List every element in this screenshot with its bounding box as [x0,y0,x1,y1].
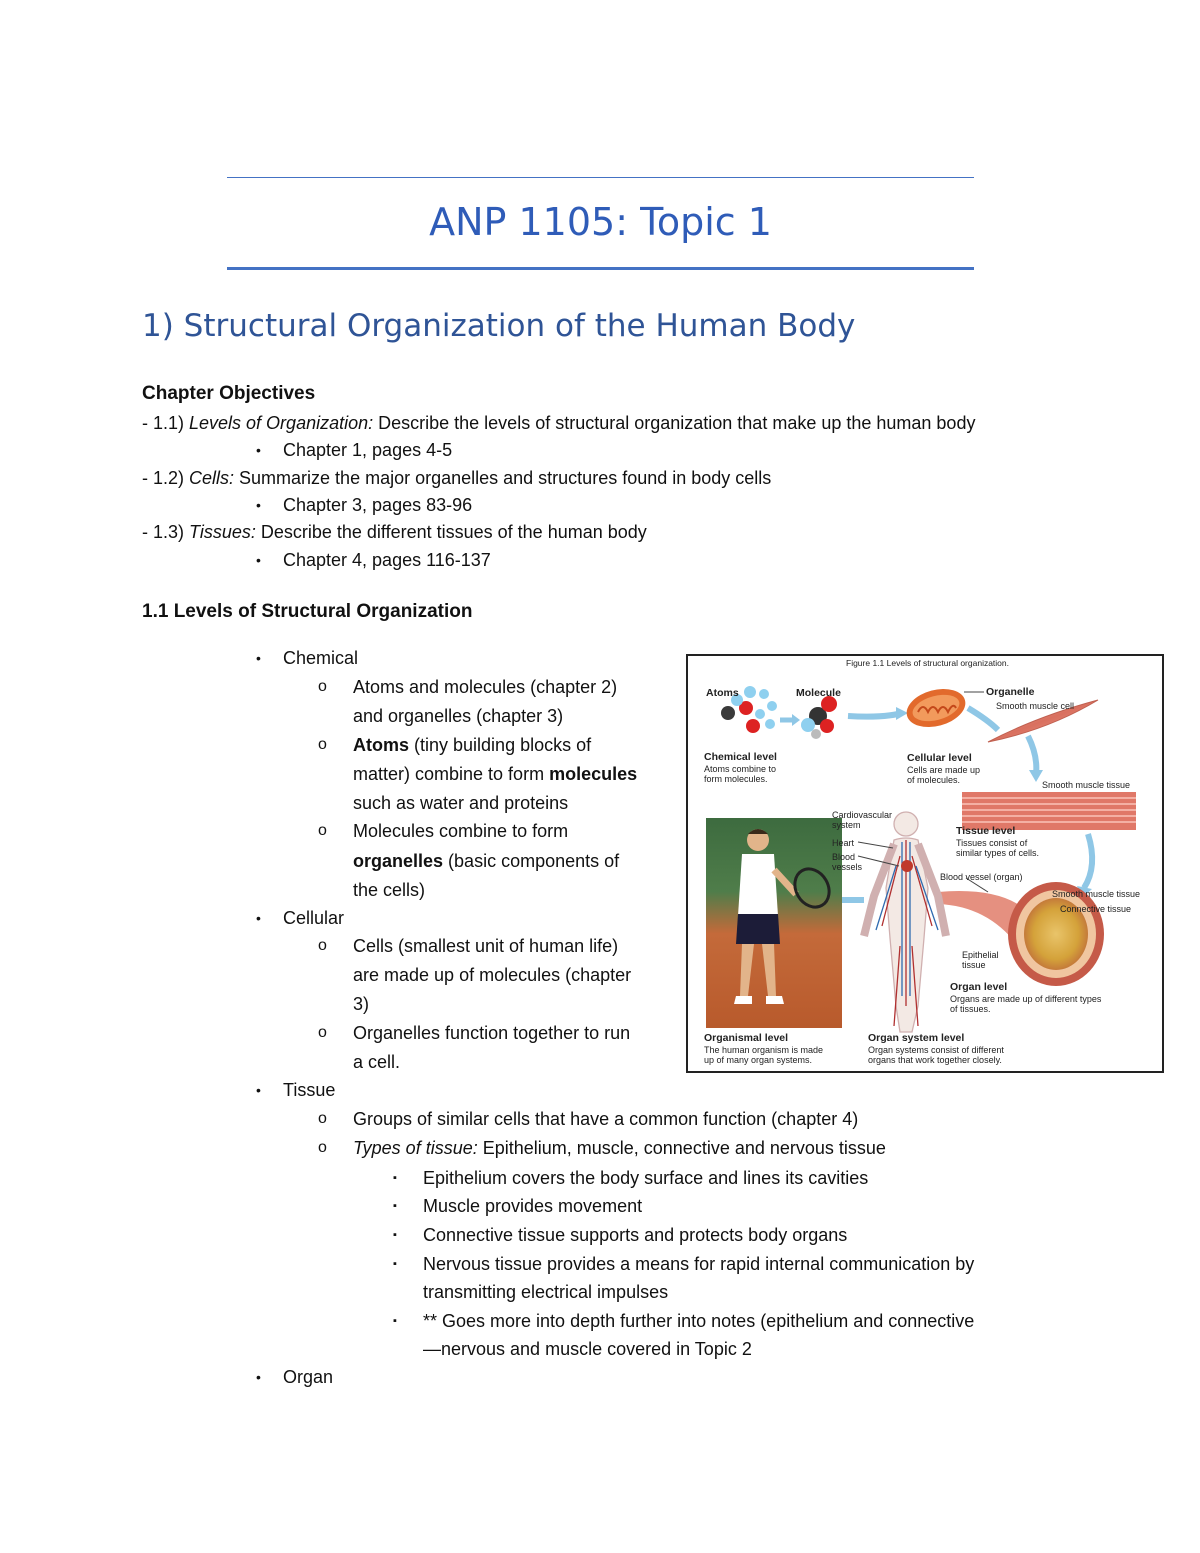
bullet-icon: • [256,552,261,568]
figure-chemical-level-title: Chemical level [704,751,777,763]
figure-organismal-level-line-2: up of many organ systems. [704,1055,813,1065]
objective-1-1-pages: Chapter 1, pages 4-5 [283,440,453,460]
figure-blood-vessels-label-line-1: Blood [832,852,856,862]
mitochondrion-illustration [902,683,969,733]
figure-caption: Figure 1.1 Levels of structural organization. [846,658,1010,668]
figure-organismal-level-line-1: The human organism is made [704,1045,824,1055]
tissue-type-nervous-line-2: transmitting electrical impulses [423,1282,669,1302]
cellular-point-1-line-3: 3) [353,994,370,1014]
molecule-illustration [801,696,837,739]
square-bullet-icon: ▪ [393,1315,397,1327]
tissue-type-nervous-line-1: Nervous tissue provides a means for rapid internal communication by [423,1254,975,1274]
figure-cardiovascular-label-line-1: Cardiovascular [832,810,893,820]
figure-epithelial-label-line-2: tissue [962,960,986,970]
sub-bullet-icon: o [318,937,327,954]
bullet-icon: • [256,497,261,513]
figure-smooth-muscle-tissue-label: Smooth muscle tissue [1042,780,1131,790]
figure-chemical-level-line-2: form molecules. [704,774,768,784]
figure-organ-level-line-2: of tissues. [950,1004,991,1014]
chemical-point-2-line-3: such as water and proteins [353,793,569,813]
figure-heart-label: Heart [832,838,855,848]
figure-cardiovascular-label-line-2: system [832,820,861,830]
figure-atoms-label: Atoms [706,687,739,699]
sub-bullet-icon: o [318,1024,327,1041]
levels-of-organization-figure [686,654,1164,1073]
cellular-point-2-line-1: Organelles function together to run [353,1023,631,1043]
square-bullet-icon: ▪ [393,1172,397,1184]
bullet-icon: • [256,910,261,926]
square-bullet-icon: ▪ [393,1258,397,1270]
tissue-point-1: Groups of similar cells that have a common function (chapter 4) [353,1109,859,1129]
tissue-note-line-1: ** Goes more into depth further into notes (epithelium and connective [423,1311,975,1331]
level-organ: Organ [283,1367,334,1387]
objective-1-3-pages: Chapter 4, pages 116-137 [283,550,491,570]
chemical-point-1-line-1: Atoms and molecules (chapter 2) [353,677,618,697]
tissue-type-connective: Connective tissue supports and protects body organs [423,1225,848,1245]
bullet-icon: • [256,1369,261,1385]
figure-organ-system-level-line-1: Organ systems consist of different [868,1045,1004,1055]
cellular-point-1-line-2: are made up of molecules (chapter [353,965,632,985]
figure-organ-system-level-line-2: organs that work together closely. [868,1055,1002,1065]
figure-cellular-level-title: Cellular level [907,752,972,764]
bullet-icon: • [256,1082,261,1098]
level-chemical: Chemical [283,648,359,668]
objectives-heading: Chapter Objectives [142,383,316,404]
objective-1-3: - 1.3) Tissues: Describe the different tissues of the human body [142,522,647,542]
figure-artwork [688,656,1162,1071]
sub-bullet-icon: o [318,736,327,753]
figure-organ-level-line-1: Organs are made up of different types [950,994,1102,1004]
figure-blood-vessels-label-line-2: vessels [832,862,863,872]
figure-organ-level-title: Organ level [950,981,1008,993]
figure-organelle-label: Organelle [986,686,1035,698]
figure-tissue-level-line-2: similar types of cells. [956,848,1040,858]
figure-tissue-level-line-1: Tissues consist of [956,838,1028,848]
chemical-point-3-line-2: organelles (basic components of [353,851,620,871]
objective-1-2: - 1.2) Cells: Summarize the major organelles and structures found in body cells [142,468,772,488]
figure-smooth-muscle-cell-label: Smooth muscle cell [996,701,1075,711]
tissue-point-2: Types of tissue: Epithelium, muscle, connective and nervous tissue [353,1138,886,1158]
square-bullet-icon: ▪ [393,1229,397,1241]
figure-chemical-level-line-1: Atoms combine to [704,764,777,774]
title-rule-top [227,177,974,178]
sub-bullet-icon: o [318,678,327,695]
tennis-player-photo [706,818,842,1028]
heading-1: 1) Structural Organization of the Human Body [142,308,856,344]
cellular-point-1-line-1: Cells (smallest unit of human life) [353,936,619,956]
title-rule-bottom [227,267,974,270]
chemical-point-3-line-3: the cells) [353,880,426,900]
figure-tissue-level-title: Tissue level [956,825,1016,837]
tissue-type-muscle: Muscle provides movement [423,1196,643,1216]
chemical-point-2-line-2: matter) combine to form molecules [353,764,638,784]
figure-organ-system-level-title: Organ system level [868,1032,965,1044]
bullet-icon: • [256,650,261,666]
objective-1-2-pages: Chapter 3, pages 83-96 [283,495,473,515]
section-heading: 1.1 Levels of Structural Organization [142,601,473,622]
bullet-icon: • [256,442,261,458]
figure-smooth-muscle-tissue-label-2: Smooth muscle tissue [1052,889,1141,899]
figure-blood-vessel-organ-label: Blood vessel (organ) [940,872,1023,882]
chemical-point-2-line-1: Atoms (tiny building blocks of [353,735,592,755]
figure-connective-tissue-label: Connective tissue [1060,904,1132,914]
level-cellular: Cellular [283,908,345,928]
figure-cellular-level-line-2: of molecules. [907,775,961,785]
figure-cellular-level-line-1: Cells are made up [907,765,981,775]
chemical-point-1-line-2: and organelles (chapter 3) [353,706,564,726]
objective-1-1: - 1.1) Levels of Organization: Describe the levels of structural organization that make up the human body [142,413,976,433]
sub-bullet-icon: o [318,822,327,839]
figure-organismal-level-title: Organismal level [704,1032,789,1044]
chemical-point-3-line-1: Molecules combine to form [353,821,569,841]
document-title: ANP 1105: Topic 1 [429,200,772,244]
tissue-type-epithelium: Epithelium covers the body surface and lines its cavities [423,1168,869,1188]
level-tissue: Tissue [283,1080,336,1100]
figure-epithelial-label-line-1: Epithelial [962,950,999,960]
tissue-note-line-2: —nervous and muscle covered in Topic 2 [423,1339,752,1359]
figure-molecule-label: Molecule [796,687,841,699]
cellular-point-2-line-2: a cell. [353,1052,401,1072]
square-bullet-icon: ▪ [393,1200,397,1212]
sub-bullet-icon: o [318,1110,327,1127]
sub-bullet-icon: o [318,1139,327,1156]
